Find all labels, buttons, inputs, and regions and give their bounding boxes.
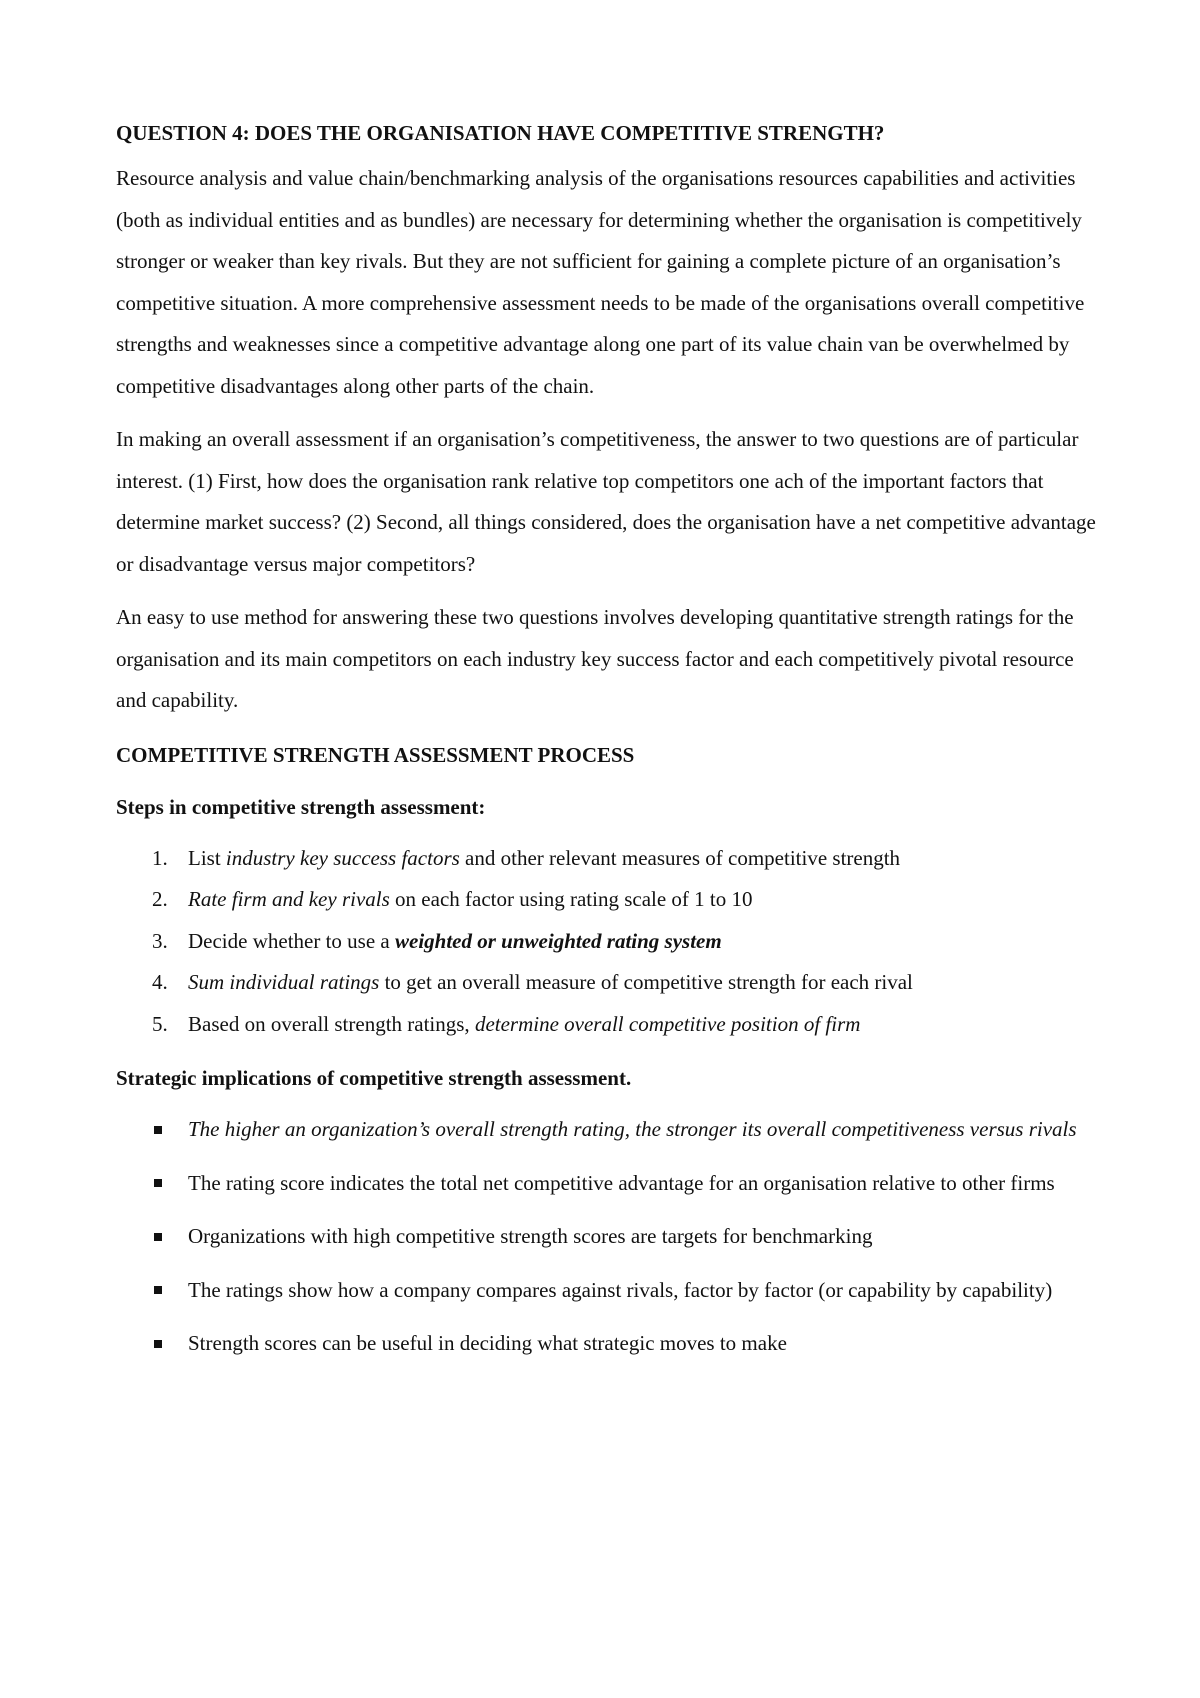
step-number: 3. [152, 928, 168, 953]
step-text: List industry key success factors and other relevant measures of competitive strength [188, 845, 901, 870]
step-text: Rate firm and key rivals on each factor using rating scale of 1 to 10 [188, 887, 753, 911]
process-heading: COMPETITIVE STRENGTH ASSESSMENT PROCESS [116, 742, 635, 767]
implication-text: Organizations with high competitive strength scores are targets for benchmarking [188, 1224, 873, 1248]
step-number: 5. [152, 1011, 168, 1036]
square-bullet-icon [116, 1109, 188, 1151]
steps-heading: Steps in competitive strength assessment: [116, 794, 486, 819]
step-number: 4. [152, 970, 168, 994]
step-number: 1. [152, 845, 168, 870]
square-bullet-icon [116, 1163, 188, 1205]
square-bullet-icon [116, 1216, 188, 1258]
step-item [116, 962, 1106, 1004]
implication-text: The ratings show how a company compares against rivals, factor by factor (or capability by capability) [188, 1277, 1053, 1302]
step-number: 2. [152, 887, 168, 911]
step-text: Based on overall strength ratings, determine overall competitive position of firm [188, 1011, 861, 1036]
step-text: Sum individual ratings to get an overall measure of competitive strength for each rival [188, 970, 913, 994]
document-page [116, 112, 1106, 1377]
paragraph: An easy to use method for answering these two questions involves developing quantitative strength ratings for the organisation and its main competitors on each industry key success factor and each competitively pivotal resource and capability. [116, 605, 1074, 712]
implication-text: Strength scores can be useful in deciding what strategic moves to make [188, 1331, 787, 1355]
step-item [116, 879, 1106, 921]
step-item [116, 1004, 1106, 1046]
implications-list [116, 1109, 1106, 1365]
implication-item [116, 1109, 1106, 1151]
implication-item [116, 1270, 1106, 1312]
implication-text: The higher an organization’s overall strength rating, the stronger its overall competitiveness versus rivals [188, 1117, 1077, 1141]
implication-item [116, 1323, 1106, 1365]
implications-heading: Strategic implications of competitive strength assessment. [116, 1066, 632, 1090]
step-item [116, 838, 1106, 880]
square-bullet-icon [116, 1270, 188, 1312]
implication-item [116, 1163, 1106, 1205]
implication-item [116, 1216, 1106, 1258]
paragraph: Resource analysis and value chain/benchmarking analysis of the organisations resources capabilities and activities (both as individual entities and as bundles) are necessary for determining whether the organisation is competitively stronger or weaker than key rivals. But they are not sufficient for gaining a complete picture of an organisation’s competitive situation. A more comprehensive assessment needs to be made of the organisations overall competitive strengths and weaknesses since a competitive advantage along one part of its value chain van be overwhelmed by competitive disadvantages along other parts of the chain. [116, 166, 1085, 398]
step-item [116, 921, 1106, 963]
steps-list [116, 838, 1106, 1046]
document-title: QUESTION 4: DOES THE ORGANISATION HAVE COMPETITIVE STRENGTH? [116, 121, 885, 145]
paragraph: In making an overall assessment if an organisation’s competitiveness, the answer to two questions are of particular interest. (1) First, how does the organisation rank relative top competitors one ach of the important factors that determine market success? (2) Second, all things considered, does the organisation have a net competitive advantage or disadvantage versus major competitors? [116, 427, 1096, 576]
square-bullet-icon [116, 1323, 188, 1365]
step-text: Decide whether to use a weighted or unweighted rating system [188, 928, 722, 953]
implication-text: The rating score indicates the total net competitive advantage for an organisation relative to other firms [188, 1170, 1055, 1195]
